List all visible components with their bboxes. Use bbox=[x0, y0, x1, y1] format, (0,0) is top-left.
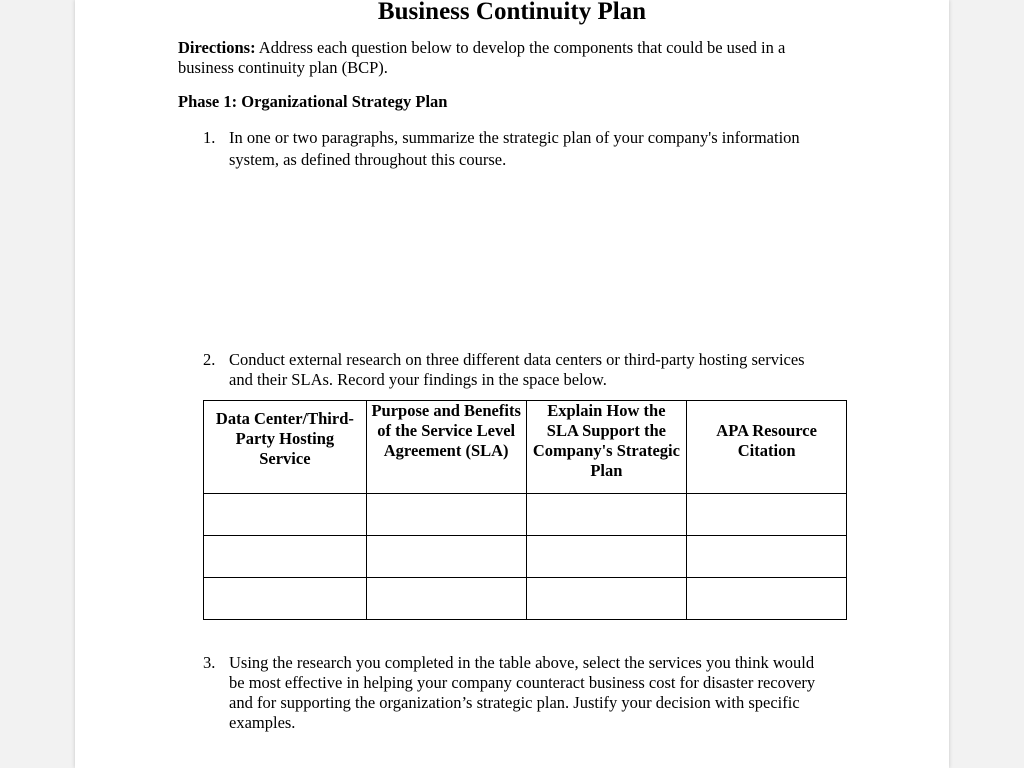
table-cell[interactable] bbox=[687, 536, 847, 578]
table-cell[interactable] bbox=[687, 578, 847, 620]
question-number: 3. bbox=[203, 653, 216, 672]
directions-text: Address each question below to develop the components that could be used in a business continuity plan (BCP). bbox=[178, 38, 786, 77]
header-hosting-service: Data Center/Third-Party Hosting Service bbox=[215, 409, 354, 468]
table-cell[interactable] bbox=[526, 494, 687, 536]
table-cell[interactable] bbox=[204, 578, 367, 620]
table-header-cell bbox=[526, 401, 687, 494]
directions-label: Directions: bbox=[178, 38, 256, 57]
table-cell[interactable] bbox=[366, 578, 526, 620]
table-cell[interactable] bbox=[366, 494, 526, 536]
table-header-cell bbox=[366, 401, 526, 494]
table-cell[interactable] bbox=[366, 536, 526, 578]
table-cell[interactable] bbox=[204, 536, 367, 578]
question-3 bbox=[203, 653, 823, 733]
question-text: Using the research you completed in the table above, select the services you think would be most effective in helping your company counteract business cost for disaster recovery and for supporting the organization’s strategic plan. Justify your decision with specific examples. bbox=[229, 653, 816, 732]
document-title: Business Continuity Plan bbox=[377, 0, 647, 25]
question-1 bbox=[203, 127, 818, 171]
table-cell[interactable] bbox=[526, 578, 687, 620]
table-header-cell bbox=[204, 401, 367, 494]
table-cell[interactable] bbox=[204, 494, 367, 536]
phase-heading: Phase 1: Organizational Strategy Plan bbox=[178, 92, 448, 111]
question-text: Conduct external research on three different data centers or third-party hosting services and their SLAs. Record your findings in the space below. bbox=[229, 350, 805, 389]
directions-paragraph bbox=[178, 38, 838, 78]
header-sla-support: Explain How the SLA Support the Company's Strategic Plan bbox=[532, 401, 680, 480]
table-row bbox=[204, 494, 847, 536]
table-header-row bbox=[204, 401, 847, 494]
research-table bbox=[203, 400, 847, 620]
question-text: In one or two paragraphs, summarize the strategic plan of your company's information system, as defined throughout this course. bbox=[229, 128, 800, 169]
question-number: 1. bbox=[203, 128, 216, 147]
table-cell[interactable] bbox=[687, 494, 847, 536]
header-apa-citation: APA Resource Citation bbox=[716, 421, 817, 460]
table-cell[interactable] bbox=[526, 536, 687, 578]
question-2 bbox=[203, 350, 818, 390]
table-header-cell bbox=[687, 401, 847, 494]
header-sla-purpose: Purpose and Benefits of the Service Level Agreement (SLA) bbox=[371, 401, 521, 460]
table-row bbox=[204, 536, 847, 578]
document-page bbox=[75, 0, 949, 768]
table-row bbox=[204, 578, 847, 620]
question-number: 2. bbox=[203, 350, 216, 369]
